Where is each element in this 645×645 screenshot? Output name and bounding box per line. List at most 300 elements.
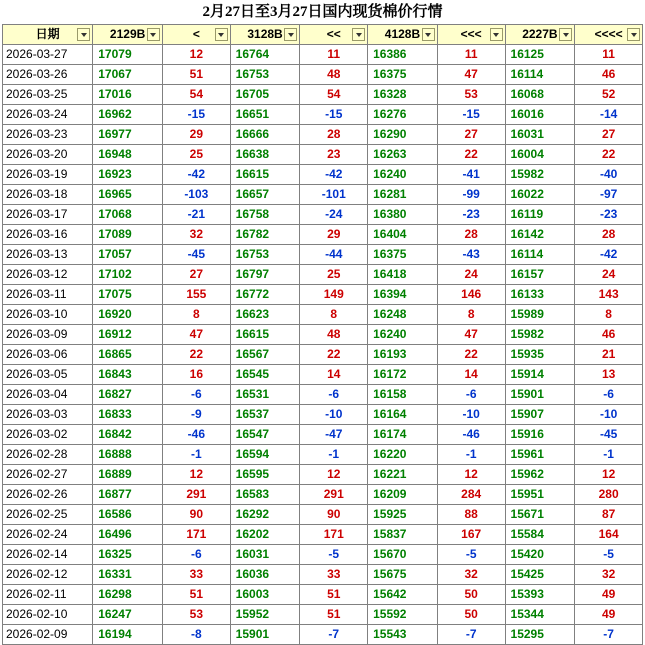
cell-chg[interactable]: 51 [162, 585, 230, 605]
cell-price[interactable]: 16263 [368, 145, 438, 165]
cell-chg[interactable]: 90 [300, 505, 368, 525]
cell-price[interactable]: 15907 [505, 405, 575, 425]
filter-dropdown-icon[interactable] [147, 28, 160, 41]
cell-price[interactable]: 16594 [230, 445, 300, 465]
filter-dropdown-icon[interactable] [352, 28, 365, 41]
cell-date[interactable]: 2026-02-12 [3, 565, 93, 585]
cell-price[interactable]: 16375 [368, 65, 438, 85]
cell-price[interactable]: 16003 [230, 585, 300, 605]
table-row [3, 565, 643, 585]
cell-price[interactable]: 16114 [505, 245, 575, 265]
cell-chg[interactable]: -6 [162, 545, 230, 565]
cell-chg[interactable]: 11 [437, 45, 505, 65]
cell-date[interactable]: 2026-02-09 [3, 625, 93, 645]
cell-price[interactable]: 16290 [368, 125, 438, 145]
cell-chg[interactable]: -15 [300, 105, 368, 125]
cell-price[interactable]: 16247 [93, 605, 163, 625]
cell-price[interactable]: 16142 [505, 225, 575, 245]
cell-price[interactable]: 16220 [368, 445, 438, 465]
cell-price[interactable]: 15901 [230, 625, 300, 645]
cell-chg[interactable]: 50 [437, 585, 505, 605]
cell-chg[interactable]: -6 [575, 385, 643, 405]
cell-chg[interactable]: 48 [300, 325, 368, 345]
cell-price[interactable]: 15901 [505, 385, 575, 405]
cell-chg[interactable]: 291 [300, 485, 368, 505]
cell-chg[interactable]: -6 [162, 385, 230, 405]
filter-dropdown-icon[interactable] [284, 28, 297, 41]
cell-chg[interactable]: 51 [162, 65, 230, 85]
cell-price[interactable]: 16022 [505, 185, 575, 205]
cell-chg[interactable]: -7 [300, 625, 368, 645]
cell-price[interactable]: 16496 [93, 525, 163, 545]
cell-price[interactable]: 15837 [368, 525, 438, 545]
cell-price[interactable]: 16119 [505, 205, 575, 225]
cell-price[interactable]: 16068 [505, 85, 575, 105]
cell-chg[interactable]: 8 [162, 305, 230, 325]
cell-chg[interactable]: 291 [162, 485, 230, 505]
column-header-0[interactable] [3, 25, 93, 45]
cell-price[interactable]: 16016 [505, 105, 575, 125]
cell-price[interactable]: 16248 [368, 305, 438, 325]
cell-price[interactable]: 16240 [368, 165, 438, 185]
cell-chg[interactable]: 27 [162, 265, 230, 285]
cell-price[interactable]: 16586 [93, 505, 163, 525]
cell-price[interactable]: 16962 [93, 105, 163, 125]
cell-chg[interactable]: 280 [575, 485, 643, 505]
cell-price[interactable]: 16380 [368, 205, 438, 225]
cell-chg[interactable]: -47 [300, 425, 368, 445]
cell-chg[interactable]: -42 [162, 165, 230, 185]
column-header-8[interactable] [575, 25, 643, 45]
cell-chg[interactable]: 8 [575, 305, 643, 325]
cell-date[interactable]: 2026-02-10 [3, 605, 93, 625]
cell-chg[interactable]: 143 [575, 285, 643, 305]
cell-date[interactable]: 2026-03-18 [3, 185, 93, 205]
cell-date[interactable]: 2026-02-25 [3, 505, 93, 525]
cell-chg[interactable]: -9 [162, 405, 230, 425]
cell-chg[interactable]: 49 [575, 605, 643, 625]
cell-chg[interactable]: 51 [300, 605, 368, 625]
cell-chg[interactable]: 47 [162, 325, 230, 345]
cell-chg[interactable]: 28 [437, 225, 505, 245]
cell-chg[interactable]: -15 [437, 105, 505, 125]
cell-price[interactable]: 16753 [230, 245, 300, 265]
cell-chg[interactable]: 49 [575, 585, 643, 605]
cell-date[interactable]: 2026-03-25 [3, 85, 93, 105]
cell-chg[interactable]: -43 [437, 245, 505, 265]
cell-price[interactable]: 15543 [368, 625, 438, 645]
cell-date[interactable]: 2026-03-26 [3, 65, 93, 85]
cell-price[interactable]: 16375 [368, 245, 438, 265]
cell-price[interactable]: 16114 [505, 65, 575, 85]
cell-price[interactable]: 16328 [368, 85, 438, 105]
cell-price[interactable]: 16172 [368, 365, 438, 385]
column-header-label: 2129B [109, 27, 146, 41]
cell-price[interactable]: 15670 [368, 545, 438, 565]
cell-chg[interactable]: 21 [575, 345, 643, 365]
cell-chg[interactable]: 12 [300, 465, 368, 485]
cell-price[interactable]: 17057 [93, 245, 163, 265]
table-row [3, 605, 643, 625]
cell-price[interactable]: 15952 [230, 605, 300, 625]
column-header-6[interactable] [437, 25, 505, 45]
filter-dropdown-icon[interactable] [77, 28, 90, 41]
cell-price[interactable]: 16202 [230, 525, 300, 545]
cell-price[interactable]: 16547 [230, 425, 300, 445]
cell-price[interactable]: 16281 [368, 185, 438, 205]
cell-chg[interactable]: 27 [575, 125, 643, 145]
cell-price[interactable]: 16221 [368, 465, 438, 485]
cell-date[interactable]: 2026-03-10 [3, 305, 93, 325]
cell-chg[interactable]: 32 [162, 225, 230, 245]
cell-chg[interactable]: -10 [437, 405, 505, 425]
cell-price[interactable]: 16537 [230, 405, 300, 425]
cell-chg[interactable]: -1 [162, 445, 230, 465]
cell-chg[interactable]: -41 [437, 165, 505, 185]
cell-price[interactable]: 16912 [93, 325, 163, 345]
cell-chg[interactable]: 22 [575, 145, 643, 165]
cell-chg[interactable]: 14 [437, 365, 505, 385]
table-body [3, 45, 643, 645]
cell-chg[interactable]: 47 [437, 65, 505, 85]
cell-chg[interactable]: 29 [162, 125, 230, 145]
cell-price[interactable]: 16833 [93, 405, 163, 425]
cell-chg[interactable]: 12 [437, 465, 505, 485]
cell-chg[interactable]: -15 [162, 105, 230, 125]
cell-price[interactable]: 16623 [230, 305, 300, 325]
cell-chg[interactable]: -5 [437, 545, 505, 565]
cell-price[interactable]: 16923 [93, 165, 163, 185]
cell-price[interactable]: 15425 [505, 565, 575, 585]
cell-price[interactable]: 17079 [93, 45, 163, 65]
cell-date[interactable]: 2026-03-24 [3, 105, 93, 125]
cell-price[interactable]: 15584 [505, 525, 575, 545]
cell-price[interactable]: 15914 [505, 365, 575, 385]
cell-price[interactable]: 16666 [230, 125, 300, 145]
cell-chg[interactable]: -23 [575, 205, 643, 225]
cell-price[interactable]: 16545 [230, 365, 300, 385]
cell-price[interactable]: 16651 [230, 105, 300, 125]
cell-price[interactable]: 15295 [505, 625, 575, 645]
cell-chg[interactable]: 24 [575, 265, 643, 285]
cell-date[interactable]: 2026-03-12 [3, 265, 93, 285]
cell-chg[interactable]: -23 [437, 205, 505, 225]
cell-chg[interactable]: -42 [575, 245, 643, 265]
cell-chg[interactable]: 171 [162, 525, 230, 545]
cell-chg[interactable]: 32 [575, 565, 643, 585]
cell-price[interactable]: 17089 [93, 225, 163, 245]
cell-price[interactable]: 15916 [505, 425, 575, 445]
cell-chg[interactable]: 87 [575, 505, 643, 525]
cell-price[interactable]: 16194 [93, 625, 163, 645]
cell-price[interactable]: 17067 [93, 65, 163, 85]
cell-chg[interactable]: 284 [437, 485, 505, 505]
cell-price[interactable]: 15642 [368, 585, 438, 605]
cell-chg[interactable]: -44 [300, 245, 368, 265]
cell-chg[interactable]: 53 [162, 605, 230, 625]
cell-chg[interactable]: -45 [162, 245, 230, 265]
cell-chg[interactable]: 50 [437, 605, 505, 625]
filter-dropdown-icon[interactable] [559, 28, 572, 41]
cell-date[interactable]: 2026-03-04 [3, 385, 93, 405]
cell-chg[interactable]: 14 [300, 365, 368, 385]
cell-chg[interactable]: 11 [300, 45, 368, 65]
cell-chg[interactable]: -7 [437, 625, 505, 645]
filter-dropdown-icon[interactable] [422, 28, 435, 41]
cell-chg[interactable]: -103 [162, 185, 230, 205]
cell-chg[interactable]: -1 [575, 445, 643, 465]
cell-price[interactable]: 16638 [230, 145, 300, 165]
cell-price[interactable]: 16531 [230, 385, 300, 405]
cell-chg[interactable]: 51 [300, 585, 368, 605]
cell-price[interactable]: 16567 [230, 345, 300, 365]
cell-chg[interactable]: 25 [162, 145, 230, 165]
column-header-label: 2227B [522, 27, 558, 41]
cell-chg[interactable]: 52 [575, 85, 643, 105]
cell-chg[interactable]: -10 [575, 405, 643, 425]
cell-chg[interactable]: -45 [575, 425, 643, 445]
table-row [3, 85, 643, 105]
cell-price[interactable]: 16764 [230, 45, 300, 65]
cell-chg[interactable]: -6 [437, 385, 505, 405]
cell-price[interactable]: 15982 [505, 325, 575, 345]
cell-price[interactable]: 16657 [230, 185, 300, 205]
column-header-7[interactable] [505, 25, 575, 45]
cell-price[interactable]: 16133 [505, 285, 575, 305]
cell-date[interactable]: 2026-02-11 [3, 585, 93, 605]
cell-chg[interactable]: -1 [300, 445, 368, 465]
filter-dropdown-icon[interactable] [490, 28, 503, 41]
cell-chg[interactable]: 12 [575, 465, 643, 485]
cell-date[interactable]: 2026-03-23 [3, 125, 93, 145]
cell-chg[interactable]: 22 [437, 145, 505, 165]
cell-price[interactable]: 16298 [93, 585, 163, 605]
cell-chg[interactable]: 171 [300, 525, 368, 545]
cell-chg[interactable]: 8 [437, 305, 505, 325]
cell-date[interactable]: 2026-03-19 [3, 165, 93, 185]
cell-price[interactable]: 16157 [505, 265, 575, 285]
cell-price[interactable]: 16158 [368, 385, 438, 405]
cell-date[interactable]: 2026-02-24 [3, 525, 93, 545]
cell-chg[interactable]: 146 [437, 285, 505, 305]
cell-price[interactable]: 16977 [93, 125, 163, 145]
cell-chg[interactable]: -10 [300, 405, 368, 425]
cell-date[interactable]: 2026-03-09 [3, 325, 93, 345]
cell-date[interactable]: 2026-03-11 [3, 285, 93, 305]
cell-price[interactable]: 16865 [93, 345, 163, 365]
cell-chg[interactable]: 155 [162, 285, 230, 305]
cell-price[interactable]: 16583 [230, 485, 300, 505]
cell-chg[interactable]: -99 [437, 185, 505, 205]
cell-chg[interactable]: 22 [162, 345, 230, 365]
cell-price[interactable]: 16276 [368, 105, 438, 125]
cell-date[interactable]: 2026-03-02 [3, 425, 93, 445]
cell-price[interactable]: 16889 [93, 465, 163, 485]
cell-chg[interactable]: 48 [300, 65, 368, 85]
cell-chg[interactable]: 32 [437, 565, 505, 585]
cell-price[interactable]: 16174 [368, 425, 438, 445]
cell-price[interactable]: 15675 [368, 565, 438, 585]
cell-price[interactable]: 15393 [505, 585, 575, 605]
cell-chg[interactable]: -21 [162, 205, 230, 225]
cell-price[interactable]: 17016 [93, 85, 163, 105]
column-header-1[interactable] [93, 25, 163, 45]
cell-price[interactable]: 15671 [505, 505, 575, 525]
cell-price[interactable]: 16125 [505, 45, 575, 65]
cell-chg[interactable]: -46 [437, 425, 505, 445]
cell-chg[interactable]: 16 [162, 365, 230, 385]
cell-chg[interactable]: 90 [162, 505, 230, 525]
cell-price[interactable]: 16164 [368, 405, 438, 425]
cell-date[interactable]: 2026-03-03 [3, 405, 93, 425]
cell-price[interactable]: 16031 [230, 545, 300, 565]
cell-price[interactable]: 16797 [230, 265, 300, 285]
cell-chg[interactable]: -24 [300, 205, 368, 225]
cell-price[interactable]: 16888 [93, 445, 163, 465]
cell-chg[interactable]: -8 [162, 625, 230, 645]
cell-chg[interactable]: 54 [162, 85, 230, 105]
cell-price[interactable]: 15982 [505, 165, 575, 185]
cell-price[interactable]: 15951 [505, 485, 575, 505]
cell-chg[interactable]: 24 [437, 265, 505, 285]
cell-chg[interactable]: -6 [300, 385, 368, 405]
cell-chg[interactable]: 13 [575, 365, 643, 385]
cell-chg[interactable]: 167 [437, 525, 505, 545]
cell-chg[interactable]: 28 [300, 125, 368, 145]
cell-price[interactable]: 16209 [368, 485, 438, 505]
column-header-4[interactable] [300, 25, 368, 45]
cell-chg[interactable]: 54 [300, 85, 368, 105]
cell-price[interactable]: 15935 [505, 345, 575, 365]
cell-chg[interactable]: 28 [575, 225, 643, 245]
column-header-2[interactable] [162, 25, 230, 45]
cell-date[interactable]: 2026-03-16 [3, 225, 93, 245]
cell-chg[interactable]: -1 [437, 445, 505, 465]
column-header-3[interactable] [230, 25, 300, 45]
table-row [3, 525, 643, 545]
cell-chg[interactable]: 12 [162, 465, 230, 485]
cell-chg[interactable]: -97 [575, 185, 643, 205]
table-row [3, 585, 643, 605]
cell-chg[interactable]: -42 [300, 165, 368, 185]
table-row [3, 285, 643, 305]
cell-price[interactable]: 15989 [505, 305, 575, 325]
cell-chg[interactable]: 23 [300, 145, 368, 165]
cell-price[interactable]: 16782 [230, 225, 300, 245]
cell-price[interactable]: 16036 [230, 565, 300, 585]
cell-price[interactable]: 16615 [230, 165, 300, 185]
cell-chg[interactable]: 11 [575, 45, 643, 65]
cell-price[interactable]: 16394 [368, 285, 438, 305]
cell-chg[interactable]: -40 [575, 165, 643, 185]
cell-chg[interactable]: 164 [575, 525, 643, 545]
cell-price[interactable]: 16772 [230, 285, 300, 305]
cell-date[interactable]: 2026-03-05 [3, 365, 93, 385]
cell-price[interactable]: 17075 [93, 285, 163, 305]
cell-price[interactable]: 16843 [93, 365, 163, 385]
cell-price[interactable]: 16325 [93, 545, 163, 565]
cell-chg[interactable]: 88 [437, 505, 505, 525]
cell-price[interactable]: 16404 [368, 225, 438, 245]
table-row [3, 405, 643, 425]
cell-price[interactable]: 16386 [368, 45, 438, 65]
cell-chg[interactable]: 33 [162, 565, 230, 585]
cell-chg[interactable]: -101 [300, 185, 368, 205]
cell-price[interactable]: 17102 [93, 265, 163, 285]
cell-price[interactable]: 16842 [93, 425, 163, 445]
cell-chg[interactable]: -7 [575, 625, 643, 645]
cell-chg[interactable]: 149 [300, 285, 368, 305]
cell-price[interactable]: 15961 [505, 445, 575, 465]
cell-price[interactable]: 15925 [368, 505, 438, 525]
cell-chg[interactable]: -5 [575, 545, 643, 565]
cell-price[interactable]: 16595 [230, 465, 300, 485]
cell-chg[interactable]: -46 [162, 425, 230, 445]
column-header-5[interactable] [368, 25, 438, 45]
cell-price[interactable]: 15344 [505, 605, 575, 625]
cell-price[interactable]: 16292 [230, 505, 300, 525]
cell-price[interactable]: 16705 [230, 85, 300, 105]
cell-date[interactable]: 2026-03-06 [3, 345, 93, 365]
table-row [3, 185, 643, 205]
cell-date[interactable]: 2026-03-17 [3, 205, 93, 225]
cell-price[interactable]: 16965 [93, 185, 163, 205]
cell-chg[interactable]: 25 [300, 265, 368, 285]
cell-price[interactable]: 16827 [93, 385, 163, 405]
cell-price[interactable]: 16948 [93, 145, 163, 165]
cell-chg[interactable]: 46 [575, 325, 643, 345]
cell-chg[interactable]: -14 [575, 105, 643, 125]
cell-chg[interactable]: 47 [437, 325, 505, 345]
cell-date[interactable]: 2026-03-13 [3, 245, 93, 265]
cell-chg[interactable]: -5 [300, 545, 368, 565]
cell-chg[interactable]: 8 [300, 305, 368, 325]
cell-chg[interactable]: 33 [300, 565, 368, 585]
cell-price[interactable]: 15420 [505, 545, 575, 565]
cell-price[interactable]: 16753 [230, 65, 300, 85]
cell-chg[interactable]: 53 [437, 85, 505, 105]
cell-price[interactable]: 16004 [505, 145, 575, 165]
cell-price[interactable]: 16758 [230, 205, 300, 225]
cell-price[interactable]: 16331 [93, 565, 163, 585]
cell-date[interactable]: 2026-02-27 [3, 465, 93, 485]
cell-price[interactable]: 16877 [93, 485, 163, 505]
filter-dropdown-icon[interactable] [215, 28, 228, 41]
cell-price[interactable]: 15962 [505, 465, 575, 485]
cell-price[interactable]: 16240 [368, 325, 438, 345]
table-row [3, 425, 643, 445]
cell-price[interactable]: 16031 [505, 125, 575, 145]
cell-date[interactable]: 2026-02-26 [3, 485, 93, 505]
filter-dropdown-icon[interactable] [627, 28, 640, 41]
cell-chg[interactable]: 46 [575, 65, 643, 85]
cell-price[interactable]: 16418 [368, 265, 438, 285]
cell-price[interactable]: 15592 [368, 605, 438, 625]
cell-date[interactable]: 2026-03-27 [3, 45, 93, 65]
cell-chg[interactable]: 29 [300, 225, 368, 245]
cell-price[interactable]: 16920 [93, 305, 163, 325]
cell-date[interactable]: 2026-02-28 [3, 445, 93, 465]
cell-date[interactable]: 2026-03-20 [3, 145, 93, 165]
cell-price[interactable]: 17068 [93, 205, 163, 225]
cell-price[interactable]: 16615 [230, 325, 300, 345]
cell-price[interactable]: 16193 [368, 345, 438, 365]
cell-chg[interactable]: 22 [300, 345, 368, 365]
cell-chg[interactable]: 22 [437, 345, 505, 365]
cell-chg[interactable]: 12 [162, 45, 230, 65]
cell-date[interactable]: 2026-02-14 [3, 545, 93, 565]
cell-chg[interactable]: 27 [437, 125, 505, 145]
